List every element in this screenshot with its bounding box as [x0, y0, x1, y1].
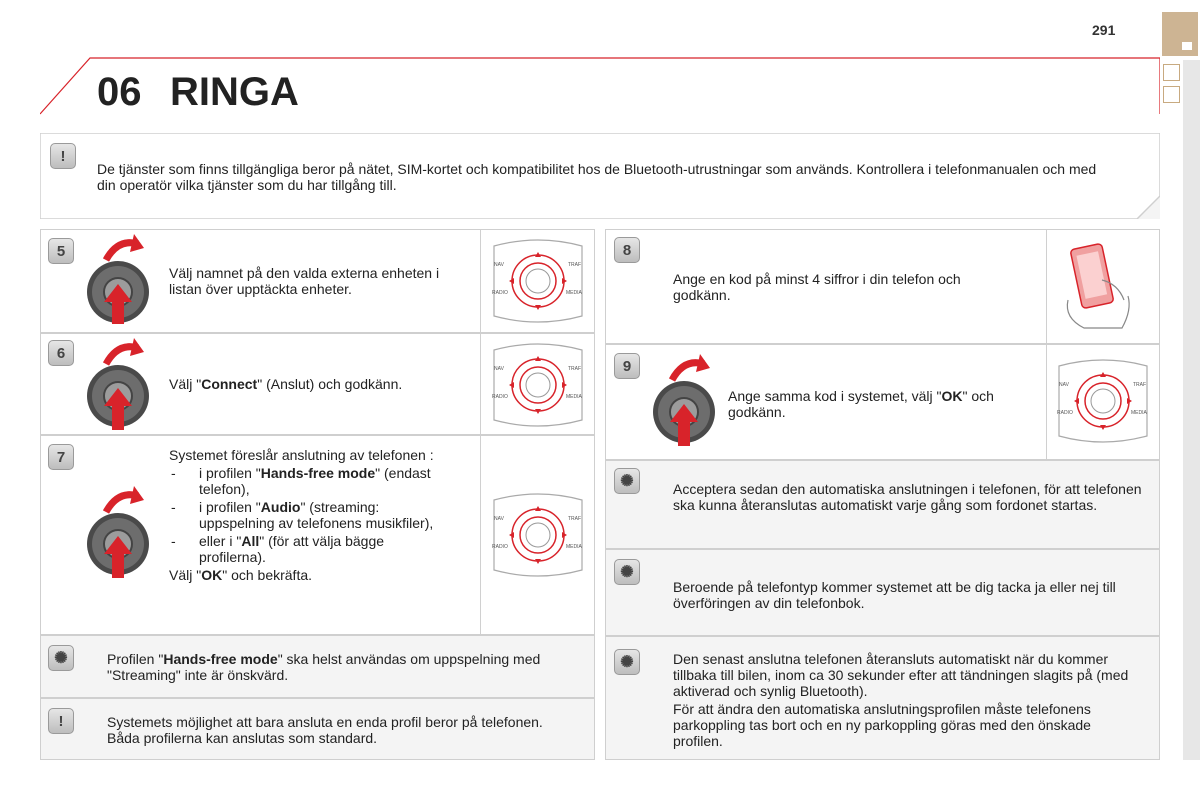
- tab-marker: [1163, 64, 1180, 81]
- tip-text: Profilen "Hands-free mode" ska helst användas om uppspelning med "Streaming" inte är önskvärd.: [107, 651, 541, 683]
- profile-option: - eller i "All" (för att välja bägge profilerna).: [169, 533, 434, 565]
- step-9-text: Ange samma kod i systemet, välj "OK" och godkänn.: [728, 388, 994, 420]
- exclamation-icon: !: [48, 708, 74, 734]
- lightbulb-icon: ✺: [614, 468, 640, 494]
- phone-in-hand-icon: [1062, 240, 1144, 332]
- profile-option: - i profilen "Hands-free mode" (endast telefon),: [169, 465, 434, 497]
- warning-text: Systemets möjlighet att bara ansluta en enda profil beror på telefonen. Båda profilerna kan anslutas som standard.: [107, 714, 543, 746]
- traf-label: TRAF: [1133, 382, 1147, 388]
- radio-label: RADIO: [1057, 410, 1073, 416]
- chapter-number: 06: [97, 70, 142, 114]
- media-label: MEDIA: [1131, 410, 1147, 416]
- control-console-icon: [488, 490, 588, 580]
- step-7-outro: Välj "OK" och bekräfta.: [169, 567, 313, 583]
- step-badge: 9: [614, 353, 640, 379]
- radio-label: RADIO: [492, 290, 508, 296]
- step-badge: 6: [48, 340, 74, 366]
- step-badge: 5: [48, 238, 74, 264]
- step-6-text: Välj "Connect" (Anslut) och godkänn.: [169, 376, 403, 392]
- profile-option: - i profilen "Audio" (streaming: uppspelning av telefonens musikfiler),: [169, 499, 434, 531]
- rotary-knob-icon: [80, 336, 170, 436]
- rotary-knob-icon: [80, 484, 170, 584]
- page-edge-bar: [1183, 60, 1200, 760]
- control-console-icon: [1053, 356, 1153, 446]
- rotary-knob-icon: [80, 232, 170, 332]
- tip-text: Beroende på telefontyp kommer systemet att be dig tacka ja eller nej till överföringen av din telefonbok.: [673, 579, 1116, 611]
- tab-marker: [1163, 86, 1180, 103]
- page-number: 291: [1092, 22, 1116, 38]
- warning-text: De tjänster som finns tillgängliga beror på nätet, SIM-kortet och kompatibilitet hos de Bluetooth-utrustningar som används. Kontrollera i telefonmanualen och med din operatör vilka tjänster som du har tillgång till.: [97, 161, 1097, 193]
- media-label: MEDIA: [566, 544, 582, 550]
- nav-label: NAV: [494, 262, 504, 268]
- traf-label: TRAF: [568, 516, 582, 522]
- nav-label: NAV: [494, 516, 504, 522]
- step-badge: 7: [48, 444, 74, 470]
- lightbulb-icon: ✺: [48, 645, 74, 671]
- radio-label: RADIO: [492, 544, 508, 550]
- step-7-text: [169, 447, 434, 583]
- media-label: MEDIA: [566, 290, 582, 296]
- lightbulb-icon: ✺: [614, 559, 640, 585]
- chapter-title: RINGA: [170, 70, 299, 114]
- lightbulb-icon: ✺: [614, 649, 640, 675]
- traf-label: TRAF: [568, 366, 582, 372]
- exclamation-icon: !: [50, 143, 76, 169]
- step-5-text: Välj namnet på den valda externa enheten i listan över upptäckta enheter.: [169, 265, 440, 297]
- traf-label: TRAF: [568, 262, 582, 268]
- step-8-text: Ange en kod på minst 4 siffror i din telefon och godkänn.: [673, 271, 961, 303]
- nav-label: NAV: [1059, 382, 1069, 388]
- media-label: MEDIA: [566, 394, 582, 400]
- chapter-tab: [1162, 12, 1198, 56]
- control-console-icon: [488, 340, 588, 430]
- control-console-icon: [488, 236, 588, 326]
- tip-text: Acceptera sedan den automatiska anslutningen i telefonen, för att telefonen ska kunna återanslutas automatiskt varje gång som fordonet startas.: [673, 481, 1142, 513]
- nav-label: NAV: [494, 366, 504, 372]
- radio-label: RADIO: [492, 394, 508, 400]
- step-badge: 8: [614, 237, 640, 263]
- tip-text: Den senast anslutna telefonen återansluts automatiskt när du kommer tillbaka till bilen, inom ca 30 sekunder efter att tändningen slagits på (med aktiverad och synlig Bluetooth). För att ändra den automatiska anslutningsprofilen måste telefonens parkoppling tas bort och en ny parkoppling göras med den önskade profilen.: [673, 651, 1129, 749]
- rotary-knob-icon: [646, 352, 736, 452]
- step-7-intro: Systemet föreslår anslutning av telefonen :: [169, 447, 434, 463]
